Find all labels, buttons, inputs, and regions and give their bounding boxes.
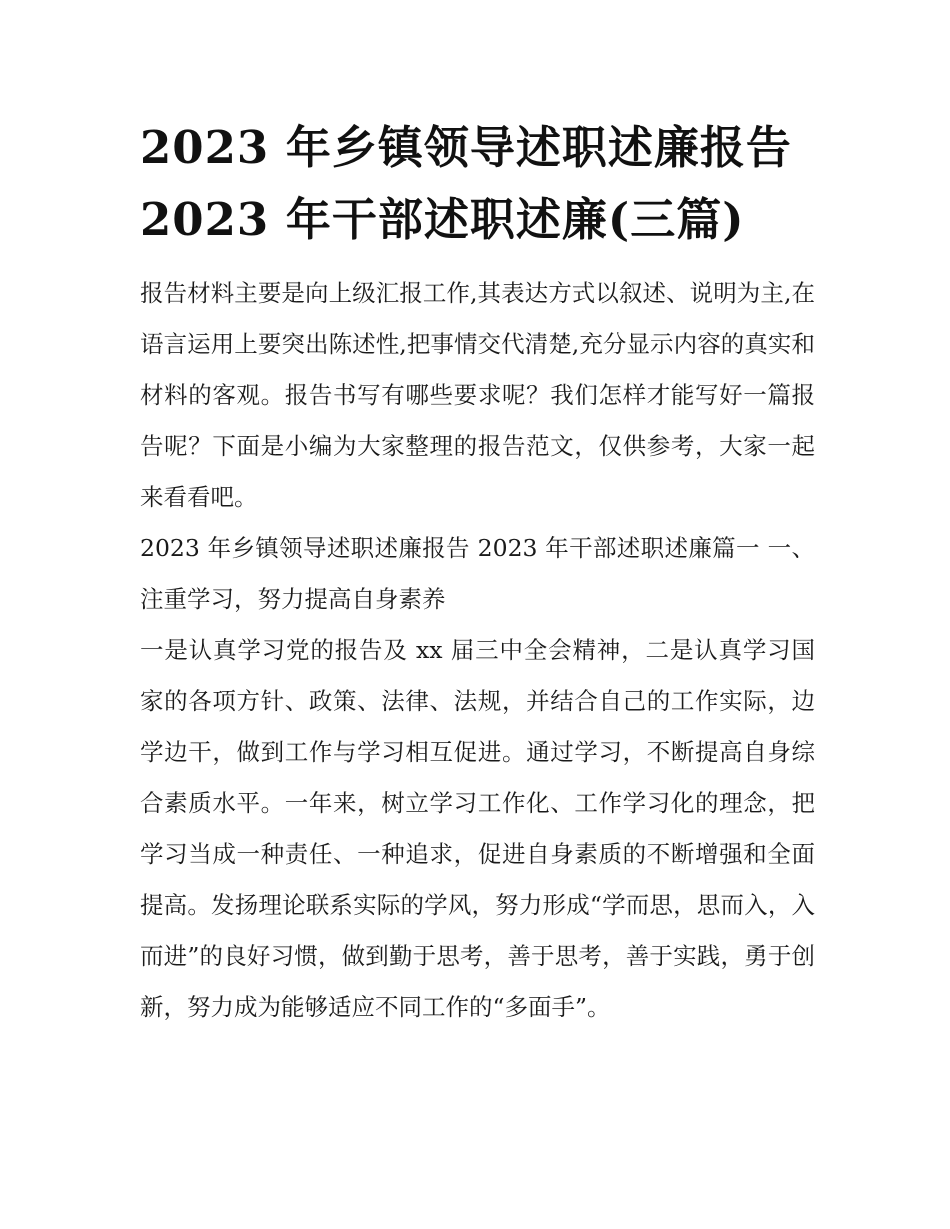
title-line-2: 2023 年干部述职述廉(三篇) <box>140 193 745 246</box>
intro-paragraph: 报告材料主要是向上级汇报工作,其表达方式以叙述、说明为主,在语言运用上要突出陈述性,把事情交代清楚,充分显示内容的真实和材料的客观。报告书写有哪些要求呢？我们怎样才能写好一篇报告呢？下面是小编为大家整理的报告范文，仅供参考，大家一起来看看吧。 <box>140 279 815 511</box>
body-paragraph: 一是认真学习党的报告及 xx 届三中全会精神，二是认真学习国家的各项方针、政策、法律、法规，并结合自己的工作实际，边学边干，做到工作与学习相互促进。通过学习，不断提高自身综合素质水平。一年来，树立学习工作化、工作学习化的理念，把学习当成一种责任、一种追求，促进自身素质的不断增强和全面提高。发扬理论联系实际的学风，努力形成“学而思，思而入，入而进”的良好习惯，做到勤于思考，善于思考，善于实践，勇于创新，努力成为能够适应不同工作的“多面手”。 <box>140 636 815 1021</box>
document-content <box>140 112 815 1033</box>
document-title <box>140 112 815 256</box>
section-heading-paragraph: 2023 年乡镇领导述职述廉报告 2023 年干部述职述廉篇一 一、注重学习，努力提高自身素养 <box>140 534 815 613</box>
title-line-1: 2023 年乡镇领导述职述廉报告 <box>140 121 792 174</box>
